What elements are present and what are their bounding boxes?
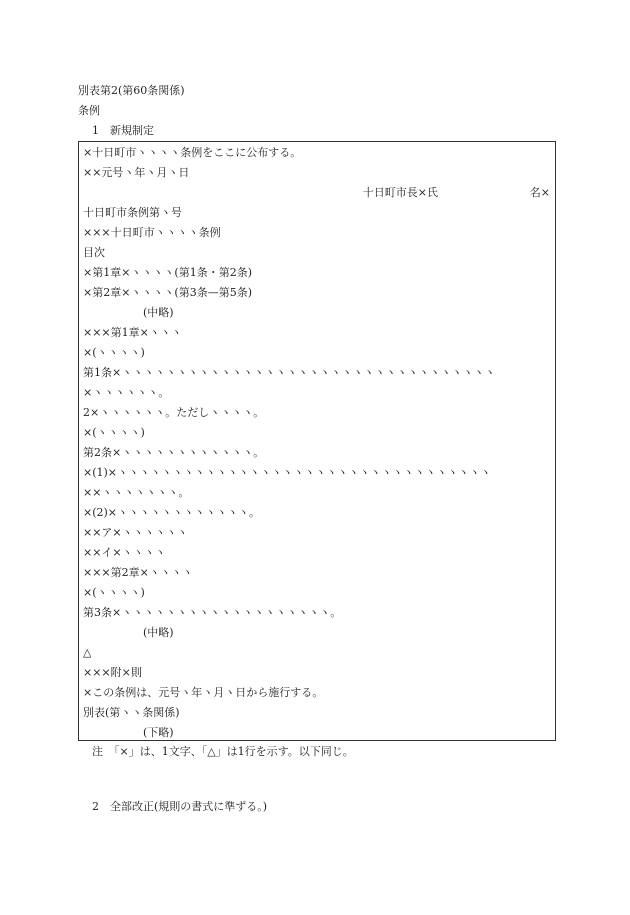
section-heading-1: 1 新規制定 (92, 124, 154, 137)
template-line: ×(ヽヽヽヽ) (83, 426, 145, 439)
template-line: 目次 (83, 246, 105, 259)
template-line: 十日町市条例第ヽ号 (83, 206, 182, 219)
signature-title: 十日町市長×氏 (362, 186, 438, 199)
template-line: (中略) (143, 626, 174, 639)
template-line: 第1条×ヽヽヽヽヽヽヽヽヽヽヽヽヽヽヽヽヽヽヽヽヽヽヽヽヽヽヽヽヽヽヽヽヽヽ (83, 366, 496, 379)
template-line: ×(2)×ヽヽヽヽヽヽヽヽヽヽヽヽ。 (83, 506, 261, 519)
template-box (78, 141, 556, 741)
template-line: ××イ×ヽヽヽヽ (83, 546, 166, 559)
template-line: 第3条×ヽヽヽヽヽヽヽヽヽヽヽヽヽヽヽヽヽヽヽ。 (83, 606, 342, 619)
template-line: ×××第1章×ヽヽヽ (83, 326, 182, 339)
subtitle: 条例 (78, 104, 100, 117)
template-line: △ (83, 646, 92, 659)
template-line: (中略) (143, 306, 174, 319)
template-line: ×ヽヽヽヽヽヽ。 (83, 386, 170, 399)
footnote: 注 「×」は、1文字、「△」は1行を示す。以下同じ。 (92, 745, 354, 758)
template-line: ×××附×則 (83, 666, 142, 679)
template-line: ×(ヽヽヽヽ) (83, 586, 145, 599)
template-line: ××ヽヽヽヽヽヽヽ。 (83, 486, 190, 499)
signature-line (83, 183, 550, 203)
template-line: 別表(第ヽヽ条関係) (83, 706, 180, 719)
template-line: ×××第2章×ヽヽヽヽ (83, 566, 193, 579)
template-line: ×××十日町市ヽヽヽヽ条例 (83, 226, 221, 239)
template-line: ××元号ヽ年ヽ月ヽ日 (83, 166, 190, 179)
signature-name: 名× (529, 186, 550, 199)
template-line: (下略) (143, 726, 174, 739)
template-line: ×この条例は、元号ヽ年ヽ月ヽ日から施行する。 (83, 686, 324, 699)
template-line: ×(1)×ヽヽヽヽヽヽヽヽヽヽヽヽヽヽヽヽヽヽヽヽヽヽヽヽヽヽヽヽヽヽヽヽヽヽ (83, 466, 492, 479)
template-line: ××ア×ヽヽヽヽヽヽ (83, 526, 188, 539)
template-line: 第2条×ヽヽヽヽヽヽヽヽヽヽヽヽ。 (83, 446, 265, 459)
template-line: ×第1章×ヽヽヽヽ(第1条・第2条) (83, 266, 253, 279)
section-heading-2: 2 全部改正(規則の書式に準ずる。) (92, 800, 268, 813)
template-line: ×(ヽヽヽヽ) (83, 346, 145, 359)
page-title: 別表第2(第60条関係) (78, 84, 185, 97)
template-line: ×第2章×ヽヽヽヽ(第3条—第5条) (83, 286, 253, 299)
template-line: 2×ヽヽヽヽヽヽ。ただしヽヽヽヽ。 (83, 406, 265, 419)
template-line: ×十日町市ヽヽヽヽ条例をここに公布する。 (83, 146, 302, 159)
